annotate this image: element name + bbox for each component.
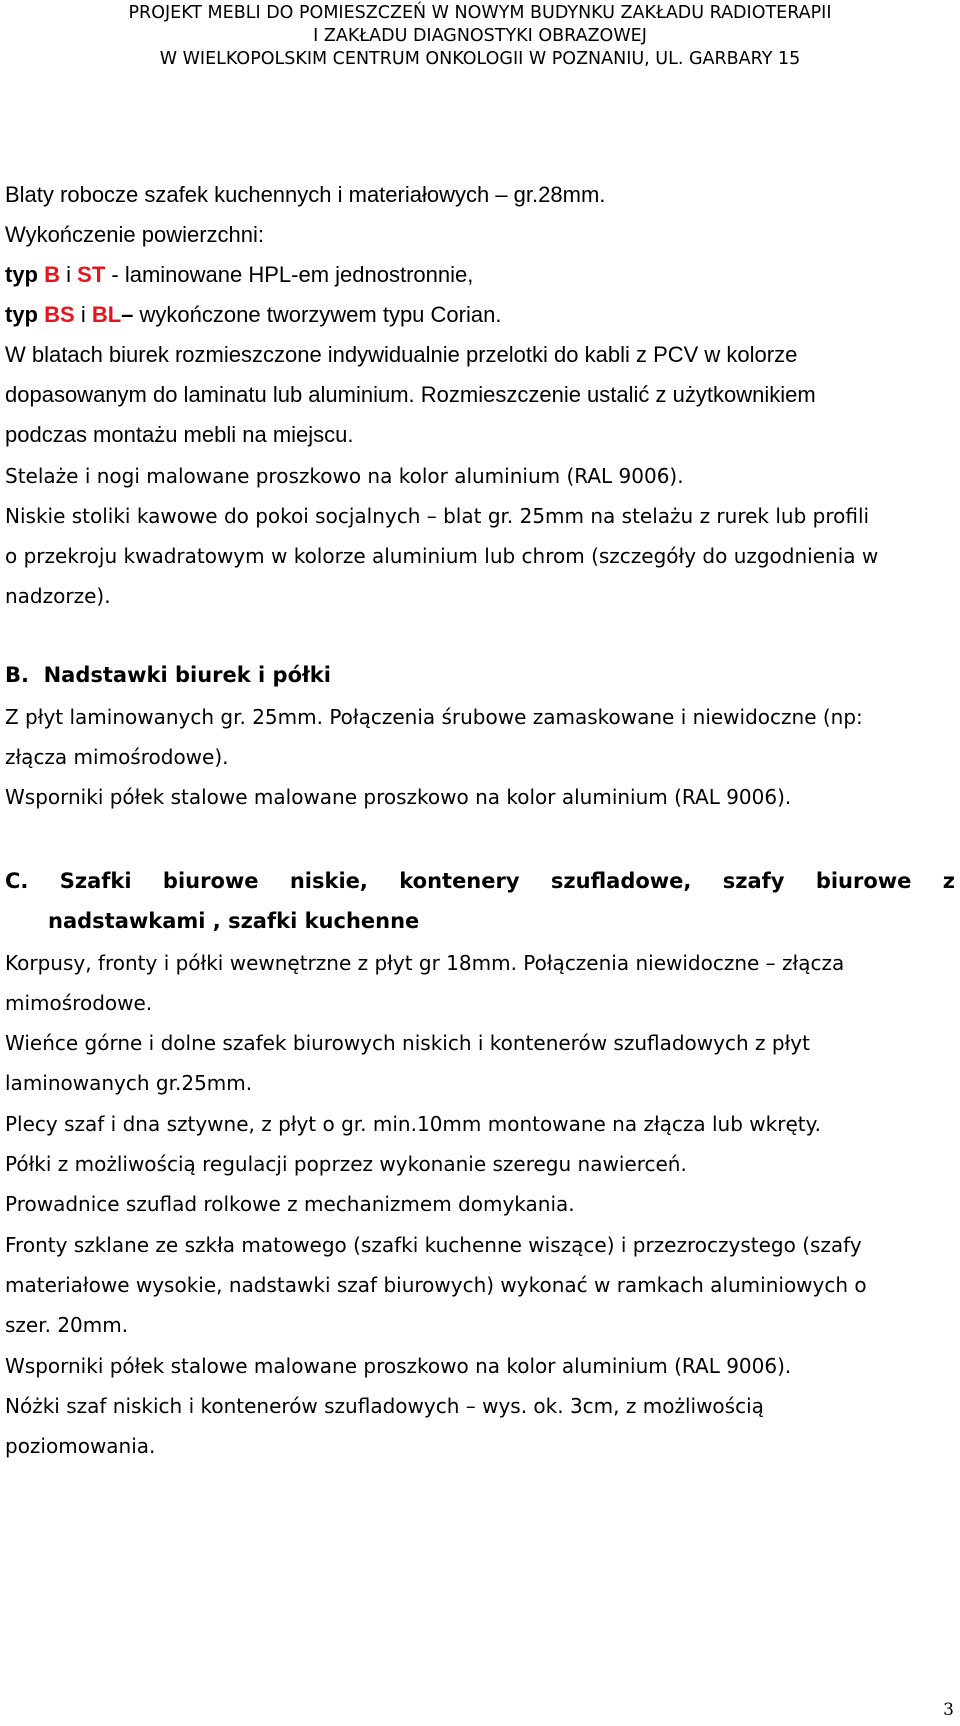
text-line: poziomowania. bbox=[5, 1434, 156, 1458]
section-letter: B. bbox=[5, 663, 29, 687]
text-line: złącza mimośrodowe). bbox=[5, 745, 229, 769]
title-word: biurowe bbox=[162, 869, 259, 893]
type-line-bs-bl bbox=[5, 300, 501, 330]
typ-label: typ bbox=[5, 262, 38, 287]
title-word: biurowe bbox=[815, 869, 912, 893]
text-line: Z płyt laminowanych gr. 25mm. Połączenia śrubowe zamaskowane i niewidoczne (np: bbox=[5, 705, 863, 729]
text-line: W blatach biurek rozmieszczone indywidualnie przelotki do kabli z PCV w kolorze bbox=[5, 342, 798, 367]
text-line: Wsporniki półek stalowe malowane proszkowo na kolor aluminium (RAL 9006). bbox=[5, 785, 792, 809]
section-b-heading bbox=[5, 660, 331, 690]
type-code-b: B bbox=[44, 262, 61, 287]
text-line: Stelaże i nogi malowane proszkowo na kolor aluminium (RAL 9006). bbox=[5, 464, 684, 488]
title-word: kontenery bbox=[399, 869, 520, 893]
text-line: Wieńce górne i dolne szafek biurowych niskich i kontenerów szufladowych z płyt bbox=[5, 1031, 810, 1055]
text-line: Prowadnice szuflad rolkowe z mechanizmem domykania. bbox=[5, 1192, 575, 1216]
page-number: 3 bbox=[943, 1700, 954, 1720]
title-word: szufladowe, bbox=[550, 869, 692, 893]
text-line: Półki z możliwością regulacji poprzez wykonanie szeregu nawierceń. bbox=[5, 1152, 687, 1176]
text-line: Plecy szaf i dna sztywne, z płyt o gr. min.10mm montowane na złącza lub wkręty. bbox=[5, 1112, 821, 1136]
title-word: niskie, bbox=[289, 869, 368, 893]
text-line: dopasowanym do laminatu lub aluminium. Rozmieszczenie ustalić z użytkownikiem bbox=[5, 382, 816, 407]
text-line: mimośrodowe. bbox=[5, 991, 153, 1015]
title-word: z bbox=[942, 869, 955, 893]
text-line: materiałowe wysokie, nadstawki szaf biurowych) wykonać w ramkach aluminiowych o bbox=[5, 1273, 867, 1297]
section-title: Nadstawki biurek i półki bbox=[43, 663, 331, 687]
type-description: wykończone tworzywem typu Corian. bbox=[139, 302, 502, 327]
text-line: Wykończenie powierzchni: bbox=[5, 222, 265, 247]
text-line: Niskie stoliki kawowe do pokoi socjalnych – blat gr. 25mm na stelażu z rurek lub profili bbox=[5, 504, 870, 528]
header-line-2: I ZAKŁADU DIAGNOSTYKI OBRAZOWEJ bbox=[313, 26, 647, 46]
document-header bbox=[0, 2, 960, 71]
header-line-3: W WIELKOPOLSKIM CENTRUM ONKOLOGII W POZNANIU, UL. GARBARY 15 bbox=[159, 49, 801, 69]
type-line-b-st bbox=[5, 260, 473, 290]
title-word: szafy bbox=[722, 869, 785, 893]
conjunction: i bbox=[80, 302, 86, 327]
text-line: szer. 20mm. bbox=[5, 1313, 129, 1337]
typ-label: typ bbox=[5, 302, 38, 327]
text-line: Wsporniki półek stalowe malowane proszkowo na kolor aluminium (RAL 9006). bbox=[5, 1354, 792, 1378]
dash: – bbox=[121, 302, 134, 327]
text-line: laminowanych gr.25mm. bbox=[5, 1071, 253, 1095]
type-description: - laminowane HPL-em jednostronnie, bbox=[111, 262, 474, 287]
text-line: Nóżki szaf niskich i kontenerów szufladowych – wys. ok. 3cm, z możliwością bbox=[5, 1394, 764, 1418]
type-code-bs: BS bbox=[44, 302, 75, 327]
type-code-bl: BL bbox=[91, 302, 122, 327]
section-c-heading-line2: nadstawkami , szafki kuchenne bbox=[48, 909, 420, 933]
text-line: nadzorze). bbox=[5, 584, 111, 608]
conjunction: i bbox=[66, 262, 72, 287]
section-c-heading bbox=[5, 866, 955, 896]
section-letter: C. bbox=[5, 869, 29, 893]
text-line: Korpusy, fronty i półki wewnętrzne z płyt gr 18mm. Połączenia niewidoczne – złącza bbox=[5, 951, 845, 975]
text-line: Blaty robocze szafek kuchennych i materiałowych – gr.28mm. bbox=[5, 182, 606, 207]
text-line: o przekroju kwadratowym w kolorze aluminium lub chrom (szczegóły do uzgodnienia w bbox=[5, 544, 879, 568]
text-line: Fronty szklane ze szkła matowego (szafki kuchenne wiszące) i przezroczystego (szafy bbox=[5, 1233, 862, 1257]
type-code-st: ST bbox=[77, 262, 106, 287]
header-line-1: PROJEKT MEBLI DO POMIESZCZEŃ W NOWYM BUDYNKU ZAKŁADU RADIOTERAPII bbox=[128, 3, 832, 23]
text-line: podczas montażu mebli na miejscu. bbox=[5, 422, 354, 447]
title-word: Szafki bbox=[59, 869, 132, 893]
